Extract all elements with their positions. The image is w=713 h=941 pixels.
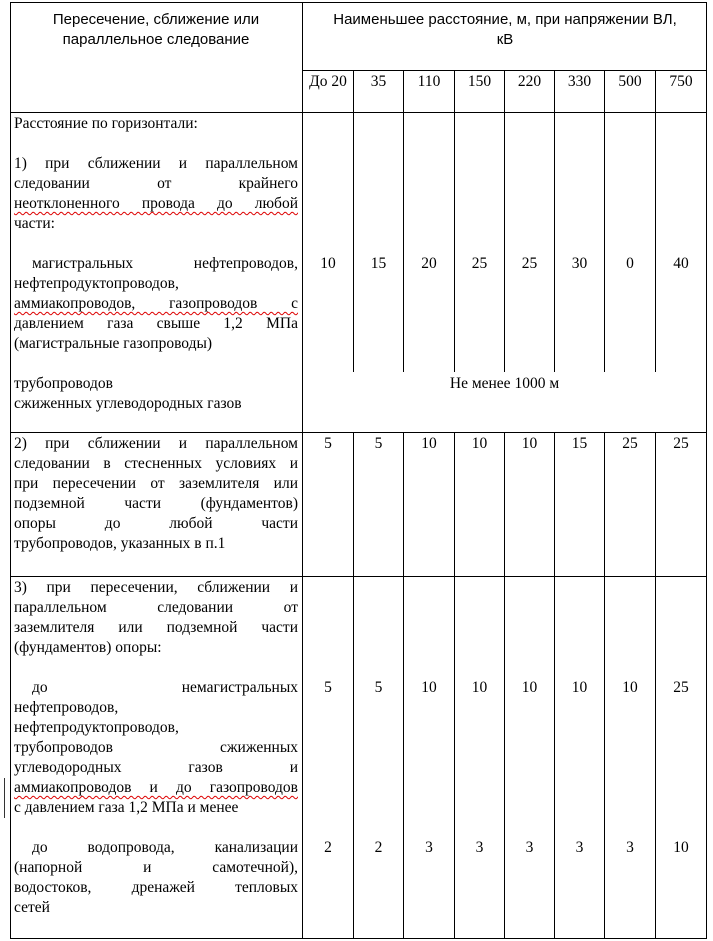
text-line: до немагистральных <box>32 679 298 696</box>
text-line: (напорной и самотечной), <box>14 859 298 876</box>
voltage-col-divider-4 <box>504 70 505 372</box>
row1-item1a <box>14 254 298 354</box>
table-border-top <box>10 2 707 3</box>
text-line: магистральных нефтепроводов, <box>32 255 298 272</box>
text-line: давлением газа свыше 1,2 МПа <box>14 315 298 332</box>
spellcheck-word: аммиакопроводов и до газопроводов <box>14 779 298 796</box>
text-line: водостоков, дренажей тепловых <box>14 879 298 896</box>
voltage-header-cell: 750 <box>669 73 693 90</box>
row3-item-b <box>14 838 298 918</box>
row3-a-value: 10 <box>471 679 488 696</box>
voltage-col-divider-5 <box>554 70 555 372</box>
header-voltage-title-line1: Наименьшее расстояние, м, при напряжении ВЛ, <box>333 11 677 28</box>
row2-value: 15 <box>571 435 588 452</box>
text-line: части: <box>14 215 55 232</box>
row1-value: 30 <box>571 255 588 272</box>
margin-mark <box>4 778 5 818</box>
row2-value: 5 <box>324 435 332 452</box>
row3-b-value: 3 <box>575 839 584 856</box>
header-bottom-border <box>10 112 707 113</box>
column-divider-main <box>302 2 303 939</box>
row2-text <box>14 434 298 554</box>
voltage-header-cell: 150 <box>467 73 492 90</box>
voltage-header-cell: 35 <box>370 73 387 90</box>
row3-b-value: 2 <box>324 839 332 856</box>
row1-value: 40 <box>673 255 689 272</box>
row1-value: 25 <box>471 255 488 272</box>
text-line <box>14 778 298 798</box>
text-line: (фундаментов) опоры: <box>14 639 162 656</box>
spellcheck-word: аммиакопроводов, газопроводов с <box>14 295 298 312</box>
spellcheck-word: неотклоненного провода до любой <box>14 195 298 212</box>
row1-item1 <box>14 154 298 234</box>
text-line: при пересечении от заземлителя или <box>14 475 298 492</box>
text-line: заземлителя или подземной части <box>14 619 298 636</box>
text-line: нефтепроводов, <box>14 699 119 716</box>
row3-intro <box>14 578 298 658</box>
row-divider-2 <box>10 576 707 577</box>
row1-title: Расстояние по горизонтали: <box>14 115 198 132</box>
row2-value: 25 <box>622 435 638 452</box>
text-line: 1) при сближении и параллельном <box>14 155 298 172</box>
text-line: трубопроводов, указанных в п.1 <box>14 535 226 552</box>
text-line: 3) при пересечении, сближении и <box>14 579 298 596</box>
text-line: нефтепродуктопроводов, <box>14 275 179 292</box>
text-line: с давлением газа 1,2 МПа и менее <box>14 799 239 816</box>
row2-value: 10 <box>421 435 437 452</box>
voltage-col-divider-2 <box>403 70 404 372</box>
table-border-left <box>10 2 11 939</box>
text-line: сетей <box>14 899 50 916</box>
text-line: (магистральные газопроводы) <box>14 335 213 352</box>
row3-a-value: 10 <box>571 679 588 696</box>
row3-b-value: 3 <box>425 839 433 856</box>
text-line <box>14 194 298 214</box>
text-line: 2) при сближении и параллельном <box>14 435 298 452</box>
row1-item1b-value: Не менее 1000 м <box>449 375 560 392</box>
row1-value: 10 <box>320 255 336 272</box>
row2-value: 25 <box>673 435 689 452</box>
row-divider-1 <box>10 432 707 433</box>
row3-b-value: 3 <box>525 839 534 856</box>
table-border-bottom <box>10 938 707 939</box>
text-line <box>14 294 298 314</box>
row2-value: 5 <box>374 435 383 452</box>
row3-b-value: 3 <box>626 839 634 856</box>
text-line: трубопроводов <box>14 375 113 392</box>
text-line: углеводородных газов и <box>14 759 298 776</box>
table-border-right <box>706 2 707 939</box>
text-line: трубопроводов сжиженных <box>14 739 298 756</box>
row3-item-a <box>14 678 298 818</box>
row3-a-value: 10 <box>521 679 538 696</box>
voltage-header-cell: 110 <box>417 73 441 90</box>
row3-b-value: 2 <box>374 839 383 856</box>
voltage-col-divider-6 <box>604 70 605 372</box>
text-line: нефтепродуктопроводов, <box>14 719 179 736</box>
voltage-header-cell: 500 <box>618 73 642 90</box>
row1-value: 0 <box>626 255 634 272</box>
row3-a-value: 5 <box>374 679 383 696</box>
header-first-column-text: Пересечение, сближение или параллельное следование <box>52 11 260 48</box>
row3-a-value: 25 <box>673 679 689 696</box>
row3-a-value: 10 <box>421 679 437 696</box>
text-line: следовании в стесненных условиях и <box>14 455 298 472</box>
voltage-col-divider-1 <box>353 70 354 372</box>
text-line: следовании от крайнего <box>14 175 298 192</box>
row1-value: 20 <box>421 255 437 272</box>
row2-value: 10 <box>521 435 538 452</box>
header-voltage-title <box>306 10 704 50</box>
voltage-col-divider-7 <box>655 70 656 372</box>
header-first-column <box>14 10 298 50</box>
text-line: сжиженных углеводородных газов <box>14 395 242 412</box>
text-line: до водопровода, канализации <box>32 839 298 856</box>
row3-a-value: 10 <box>622 679 638 696</box>
row1-item1b <box>14 374 298 414</box>
text-line: опоры до любой части <box>14 515 298 532</box>
voltage-header-cell: До 20 <box>309 73 347 90</box>
header-voltage-title-line2: кВ <box>496 31 514 48</box>
voltage-header-cell: 330 <box>567 73 592 90</box>
voltage-header-cell: 220 <box>517 73 542 90</box>
voltage-col-divider-3 <box>454 70 455 372</box>
text-line: подземной части (фундаментов) <box>14 495 298 512</box>
row3-b-value: 3 <box>475 839 484 856</box>
text-line: параллельном следовании от <box>14 599 298 616</box>
row3-b-value: 10 <box>673 839 689 856</box>
row2-value: 10 <box>471 435 488 452</box>
row1-value: 15 <box>370 255 387 272</box>
row1-value: 25 <box>521 255 538 272</box>
row3-a-value: 5 <box>324 679 332 696</box>
